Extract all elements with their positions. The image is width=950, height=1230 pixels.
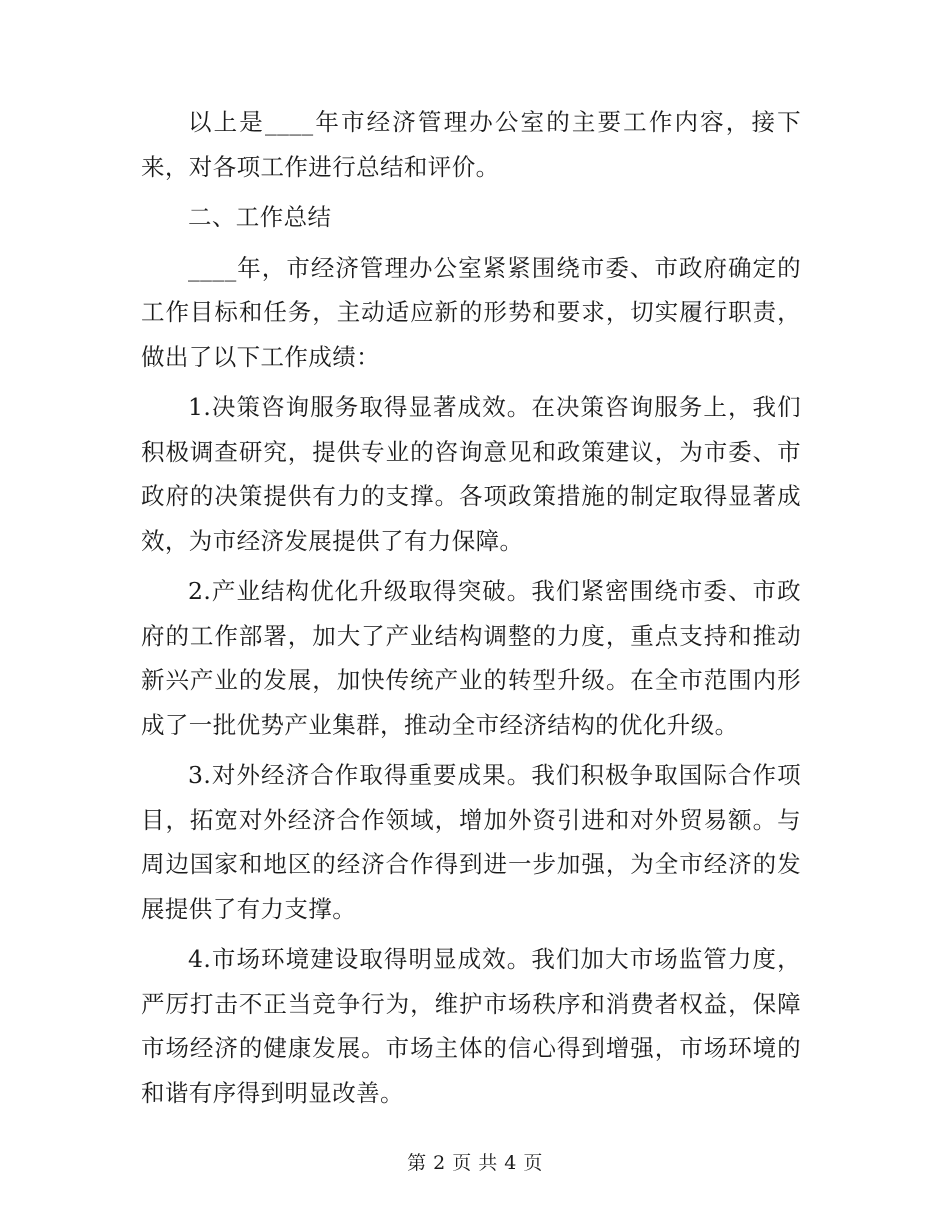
page-number-footer: 第 2 页 共 4 页 — [407, 1152, 543, 1174]
document-body — [141, 100, 801, 1121]
paragraph-item-3-foreign-cooperation: 3.对外经济合作取得重要成果。我们积极争取国际合作项目，拓宽对外经济合作领域，增加外资引进和对外贸易额。与周边国家和地区的经济合作得到进一步加强，为全市经济的发展提供了有力支撑。 — [141, 761, 801, 923]
paragraph-item-4-market-environment: 4.市场环境建设取得明显成效。我们加大市场监管力度，严厉打击不正当竞争行为，维护市场秩序和消费者权益，保障市场经济的健康发展。市场主体的信心得到增强，市场环境的和谐有序得到明显改善。 — [141, 945, 801, 1107]
paragraph-item-2-industrial-structure: 2.产业结构优化升级取得突破。我们紧密围绕市委、市政府的工作部署，加大了产业结构调整的力度，重点支持和推动新兴产业的发展，加快传统产业的转型升级。在全市范围内形成了一批优势产业集群，推动全市经济结构的优化升级。 — [141, 577, 801, 739]
section-heading-work-summary: 二、工作总结 — [188, 203, 332, 231]
paragraph-item-1-decision-consulting: 1.决策咨询服务取得显著成效。在决策咨询服务上，我们积极调查研究，提供专业的咨询意见和政策建议，为市委、市政府的决策提供有力的支撑。各项政策措施的制定取得显著成效，为市经济发展提供了有力保障。 — [141, 393, 801, 555]
paragraph-work-achievements-intro: ____年，市经济管理办公室紧紧围绕市委、市政府确定的工作目标和任务，主动适应新的形势和要求，切实履行职责，做出了以下工作成绩： — [141, 253, 801, 371]
paragraph-intro-summary: 以上是____年市经济管理办公室的主要工作内容，接下来，对各项工作进行总结和评价。 — [141, 108, 801, 181]
